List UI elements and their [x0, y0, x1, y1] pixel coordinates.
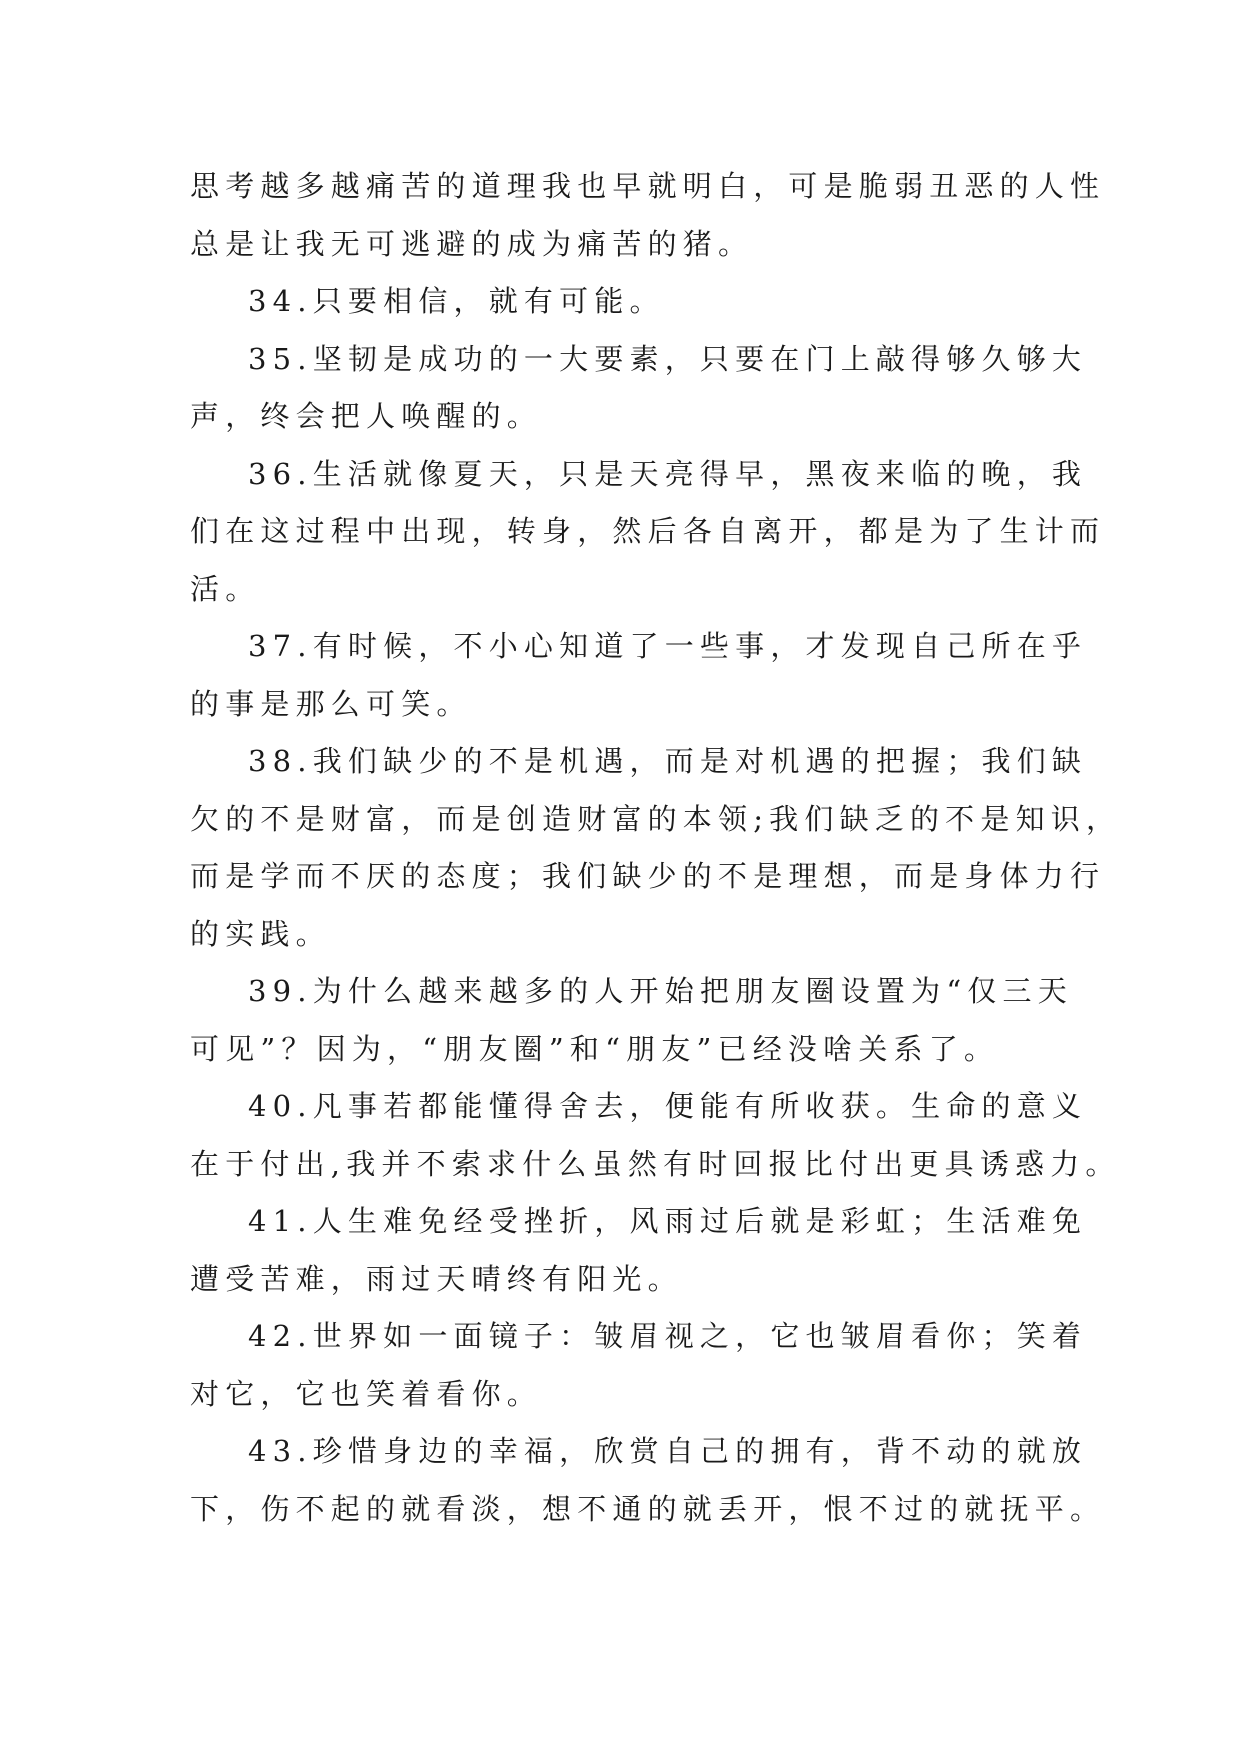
text-line: 可见”？因为，“朋友圈”和“朋友”已经没啥关系了。: [190, 1031, 1000, 1066]
text-line: 而是学而不厌的态度；我们缺少的不是理想，而是身体力行: [190, 859, 1106, 893]
paragraph-41: [190, 1193, 1088, 1308]
text-line: 40.凡事若都能懂得舍去，便能有所收获。生命的意义: [248, 1089, 1088, 1123]
text-line: 欠的不是财富，而是创造财富的本领;我们缺乏的不是知识，: [190, 801, 1122, 836]
text-line: 38.我们缺少的不是机遇，而是对机遇的把握；我们缺: [248, 744, 1088, 778]
text-line: 36.生活就像夏天，只是天亮得早，黑夜来临的晚，我: [248, 456, 1088, 491]
text-line: 的实践。: [190, 916, 331, 951]
text-line: 声，终会把人唤醒的。: [190, 399, 543, 433]
text-line: 41.人生难免经受挫折，风雨过后就是彩虹；生活难免: [248, 1204, 1088, 1238]
paragraph-39: [190, 963, 1073, 1078]
text-line: 39.为什么越来越多的人开始把朋友圈设置为“仅三天: [248, 974, 1073, 1008]
text-line: 35.坚韧是成功的一大要素，只要在门上敲得够久够大: [248, 341, 1088, 376]
document-page: [190, 158, 1122, 1538]
text-line: 总是让我无可逃避的成为痛苦的猪。: [190, 226, 754, 261]
paragraph-40: [190, 1078, 1121, 1193]
text-line: 37.有时候，不小心知道了一些事，才发现自己所在乎: [248, 629, 1088, 663]
text-line: 34.只要相信，就有可能。: [248, 284, 665, 318]
text-line: 思考越多越痛苦的道理我也早就明白，可是脆弱丑恶的人性: [190, 169, 1106, 203]
paragraph-42: [190, 1308, 1088, 1423]
text-line: 43.珍惜身边的幸福，欣赏自己的拥有，背不动的就放: [248, 1434, 1088, 1468]
paragraph: [190, 158, 1106, 273]
paragraph-43: [190, 1423, 1106, 1538]
paragraph-34: [190, 273, 1070, 331]
paragraph-35: [190, 331, 1088, 446]
text-line: 对它，它也笑着看你。: [190, 1376, 543, 1411]
text-line: 遭受苦难，雨过天晴终有阳光。: [190, 1261, 683, 1296]
text-line: 们在这过程中出现，转身，然后各自离开，都是为了生计而: [190, 514, 1106, 548]
text-line: 下，伤不起的就看淡，想不通的就丢开，恨不过的就抚平。: [190, 1491, 1106, 1526]
paragraph-36: [190, 446, 1106, 619]
text-line: 的事是那么可笑。: [190, 686, 472, 721]
text-line: 在于付出,我并不索求什么虽然有时回报比付出更具诱惑力。: [190, 1146, 1121, 1181]
paragraph-38: [190, 733, 1122, 963]
paragraph-37: [190, 618, 1088, 733]
text-line: 活。: [190, 571, 261, 606]
text-line: 42.世界如一面镜子：皱眉视之，它也皱眉看你；笑着: [248, 1319, 1088, 1353]
